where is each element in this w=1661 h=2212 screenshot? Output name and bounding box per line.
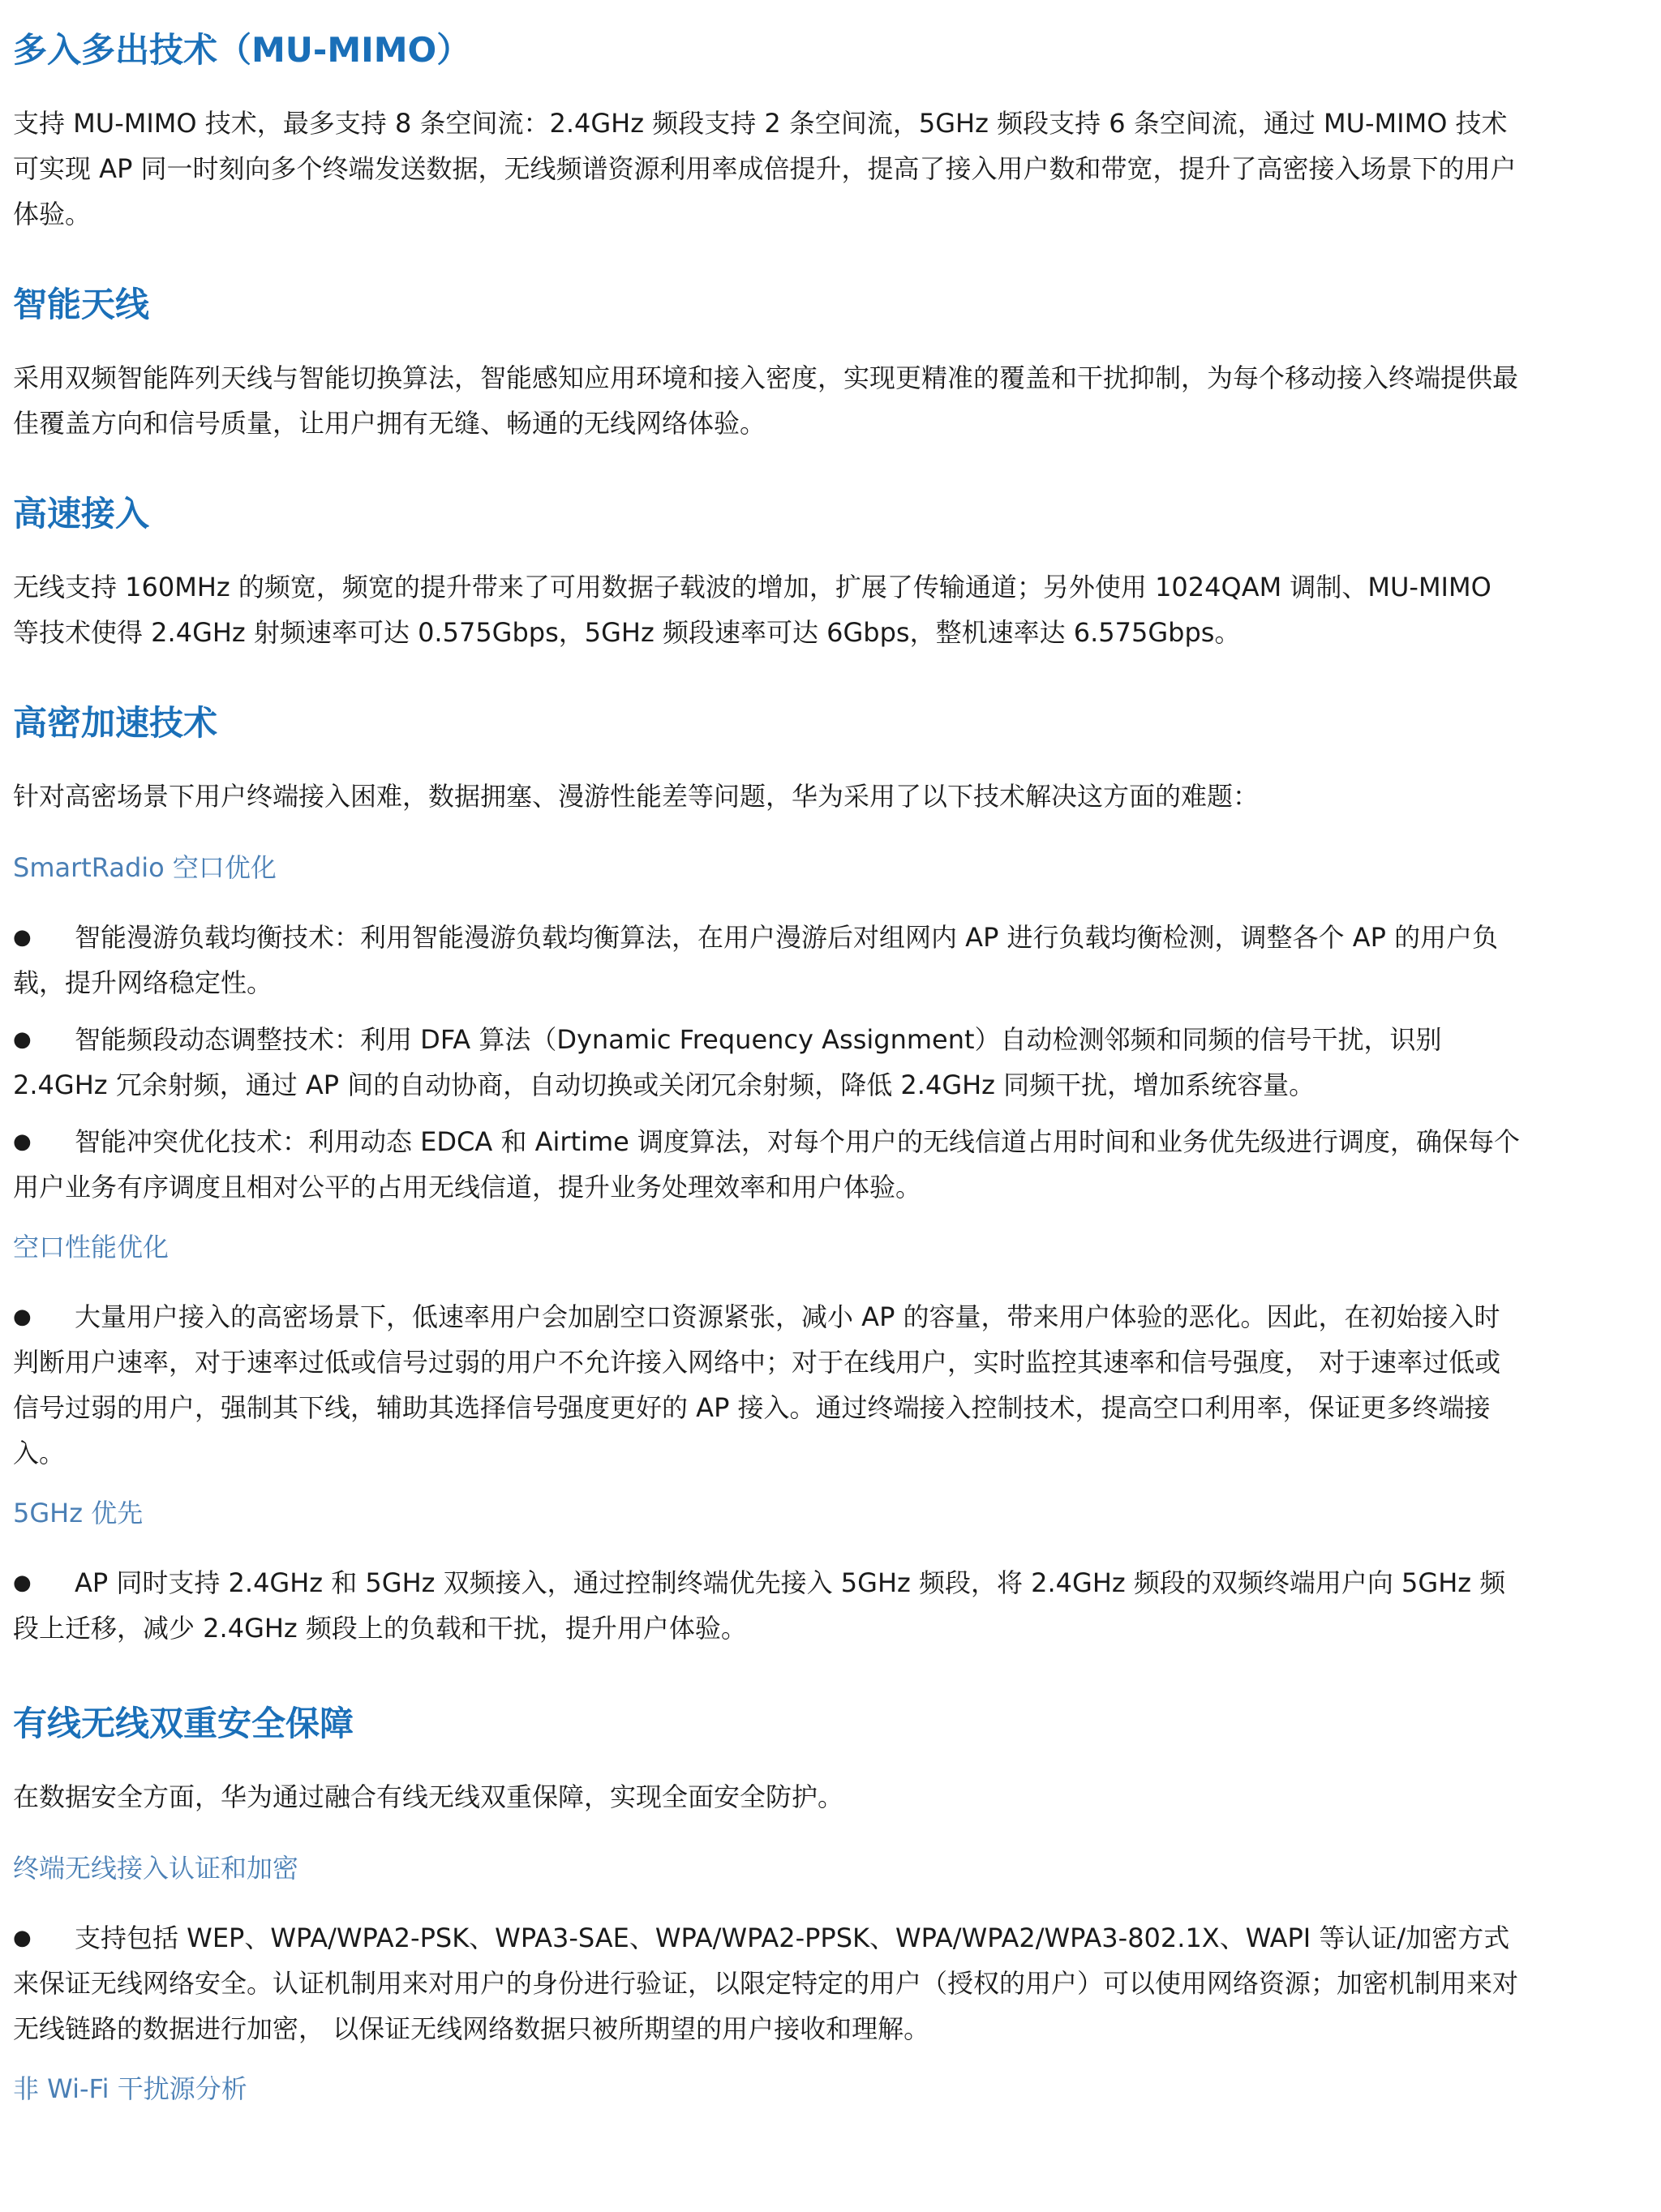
bullet-item (13, 915, 1522, 1005)
bullet-item (13, 1560, 1522, 1651)
bullet-text: 智能漫游负载均衡技术：利用智能漫游负载均衡算法，在用户漫游后对组网内 AP 进行负载均衡检测，调整各个 AP 的用户负载，提升网络稳定性。 (13, 922, 1499, 998)
section-body-mu-mimo: 支持 MU-MIMO 技术，最多支持 8 条空间流：2.4GHz 频段支持 2 条空间流，5GHz 频段支持 6 条空间流，通过 MU-MIMO 技术可实现 AP 同一时刻向多个终端发送数据，无线频谱资源利用率成倍提升，提高了接入用户数和带宽，提升了高密接入场景下的用户体验。 (13, 108, 1517, 229)
section-title-security: 有线无线双重安全保障 (13, 1704, 354, 1743)
subsection-title-non-wifi-interference: 非 Wi-Fi 干扰源分析 (13, 2073, 247, 2104)
bullet-dot-icon: ● (13, 1571, 32, 1595)
section-title-mu-mimo: 多入多出技术（MU-MIMO） (13, 30, 471, 70)
bullet-dot-icon: ● (13, 925, 32, 950)
bullet-dot-icon: ● (13, 1027, 32, 1052)
section-body-high-speed-access: 无线支持 160MHz 的频宽，频宽的提升带来了可用数据子载波的增加，扩展了传输通道；另外使用 1024QAM 调制、MU-MIMO 等技术使得 2.4GHz 射频速率可达 0.575Gbps，5GHz 频段速率可达 6Gbps，整机速率达 6.575Gbps。 (13, 572, 1491, 648)
section-body-smart-antenna: 采用双频智能阵列天线与智能切换算法，智能感知应用环境和接入密度，实现更精准的覆盖和干扰抑制，为每个移动接入终端提供最佳覆盖方向和信号质量，让用户拥有无缝、畅通的无线网络体验。 (13, 362, 1519, 439)
bullet-dot-icon: ● (13, 1926, 32, 1950)
subsection-title-auth-encryption: 终端无线接入认证和加密 (13, 1853, 299, 1884)
bullet-dot-icon: ● (13, 1305, 32, 1329)
bullet-text: 智能频段动态调整技术：利用 DFA 算法（Dynamic Frequency Assignment）自动检测邻频和同频的信号干扰，识别 2.4GHz 冗余射频，通过 AP 间的自动协商，自动切换或关闭冗余射频，降低 2.4GHz 同频干扰，增加系统容量。 (13, 1024, 1442, 1100)
section-spacer (13, 1685, 1522, 1701)
bullet-text: AP 同时支持 2.4GHz 和 5GHz 双频接入，通过控制终端优先接入 5GHz 频段，将 2.4GHz 频段的双频终端用户向 5GHz 频段上迁移，减少 2.4GHz 频段上的负载和干扰，提升用户体验。 (13, 1567, 1506, 1644)
section-body-security: 在数据安全方面，华为通过融合有线无线双重保障，实现全面安全防护。 (13, 1781, 844, 1812)
bullet-dot-icon: ● (13, 1130, 32, 1154)
subsection-title-5ghz-priority: 5GHz 优先 (13, 1498, 144, 1528)
section-title-high-speed-access: 高速接入 (13, 494, 150, 534)
bullet-text: 大量用户接入的高密场景下，低速率用户会加剧空口资源紧张，减小 AP 的容量，带来用户体验的恶化。因此，在初始接入时判断用户速率，对于速率过低或信号过弱的用户不允许接入网络中；对于在线用户，实时监控其速率和信号强度， 对于速率过低或信号过弱的用户，强制其下线，辅助其选择信号强度更好的 AP 接入。通过终端接入控制技术，提高空口利用率，保证更多终端接入。 (13, 1301, 1501, 1468)
section-body-high-density: 针对高密场景下用户终端接入困难，数据拥塞、漫游性能差等问题，华为采用了以下技术解决这方面的难题： (13, 781, 1260, 812)
subsection-title-smartradio: SmartRadio 空口优化 (13, 852, 277, 883)
bullet-text: 智能冲突优化技术：利用动态 EDCA 和 Airtime 调度算法，对每个用户的无线信道占用时间和业务优先级进行调度，确保每个用户业务有序调度且相对公平的占用无线信道，提升业务处理效率和用户体验。 (13, 1126, 1521, 1202)
bullet-item (13, 1119, 1522, 1210)
bullet-text: 支持包括 WEP、WPA/WPA2-PSK、WPA3-SAE、WPA/WPA2-PPSK、WPA/WPA2/WPA3-802.1X、WAPI 等认证/加密方式来保证无线网络安全。认证机制用来对用户的身份进行验证，以限定特定的用户（授权的用户）可以使用网络资源；加密机制用来对无线链路的数据进行加密， 以保证无线网络数据只被所期望的用户接收和理解。 (13, 1923, 1519, 2044)
bullet-item (13, 1915, 1522, 2051)
section-title-smart-antenna: 智能天线 (13, 285, 150, 324)
subsection-title-air-interface: 空口性能优化 (13, 1232, 170, 1262)
document-content (13, 28, 1522, 2108)
bullet-item (13, 1294, 1522, 1476)
section-title-high-density: 高密加速技术 (13, 703, 218, 743)
bullet-item (13, 1017, 1522, 1108)
